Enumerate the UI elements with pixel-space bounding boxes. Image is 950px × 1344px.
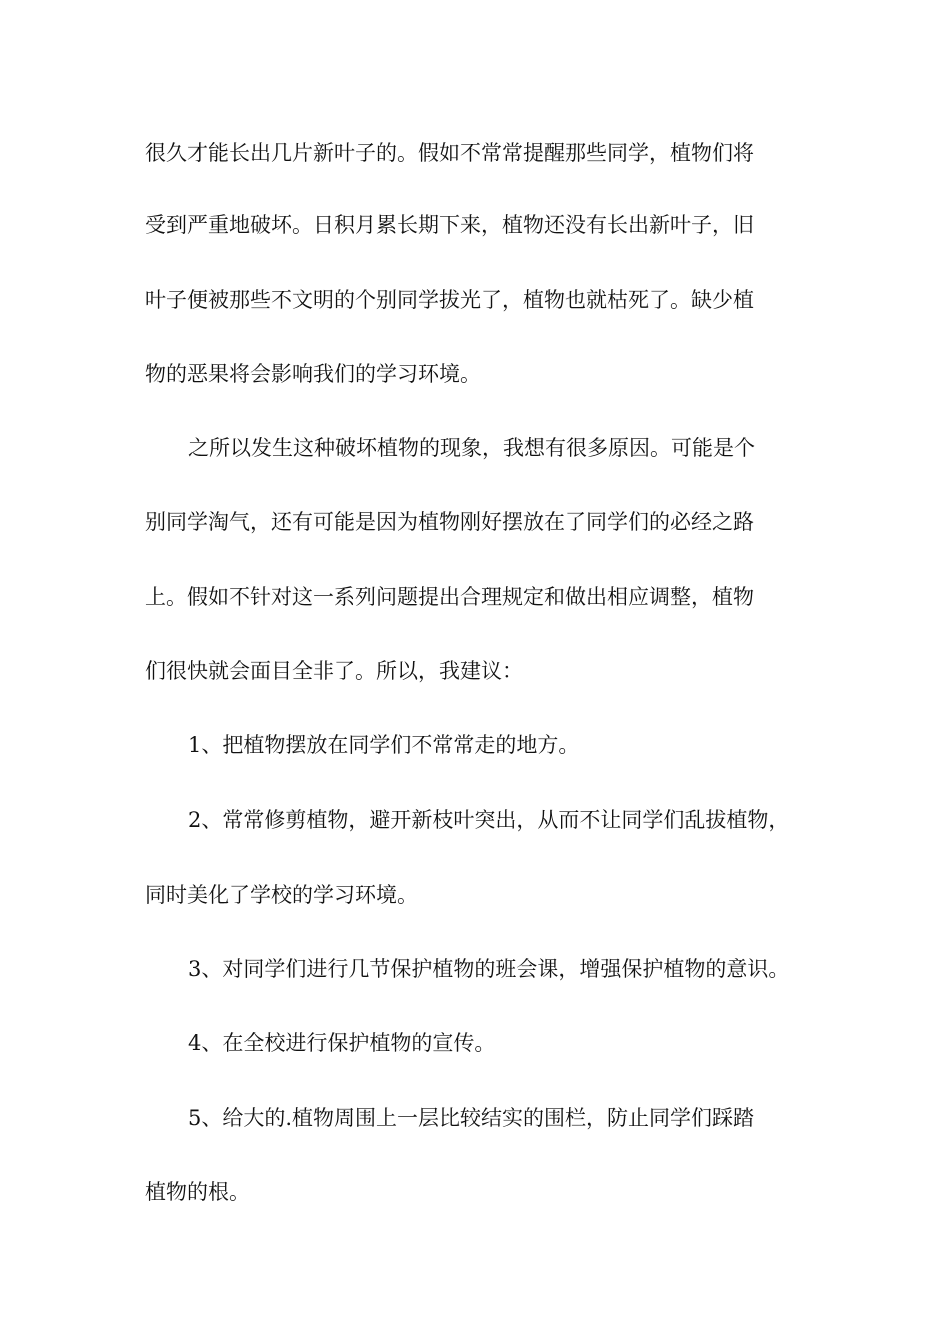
list-item: 2、常常修剪植物，避开新枝叶突出，从而不让同学们乱拔植物， [188, 808, 790, 832]
list-item: 1、把植物摆放在同学们不常常走的地方。 [188, 733, 580, 757]
paragraph-line: 受到严重地破坏。日积月累长期下来，植物还没有长出新叶子，旧 [145, 213, 754, 237]
list-item: 4、在全校进行保护植物的宣传。 [188, 1031, 496, 1055]
paragraph-line: 植物的根。 [145, 1180, 250, 1204]
list-item: 5、给大的.植物周围上一层比较结实的围栏，防止同学们踩踏 [188, 1106, 755, 1130]
paragraph-line: 们很快就会面目全非了。所以，我建议： [145, 659, 523, 683]
paragraph-line: 叶子便被那些不文明的个别同学拔光了，植物也就枯死了。缺少植 [145, 288, 754, 312]
paragraph-line: 同时美化了学校的学习环境。 [145, 883, 418, 907]
paragraph-line: 很久才能长出几片新叶子的。假如不常常提醒那些同学，植物们将 [145, 141, 754, 165]
paragraph-line: 之所以发生这种破坏植物的现象，我想有很多原因。可能是个 [188, 436, 755, 460]
paragraph-line: 物的恶果将会影响我们的学习环境。 [145, 362, 481, 386]
paragraph-line: 上。假如不针对这一系列问题提出合理规定和做出相应调整，植物 [145, 585, 754, 609]
list-item: 3、对同学们进行几节保护植物的班会课，增强保护植物的意识。 [188, 957, 790, 981]
paragraph-line: 别同学淘气，还有可能是因为植物刚好摆放在了同学们的必经之路 [145, 510, 754, 534]
